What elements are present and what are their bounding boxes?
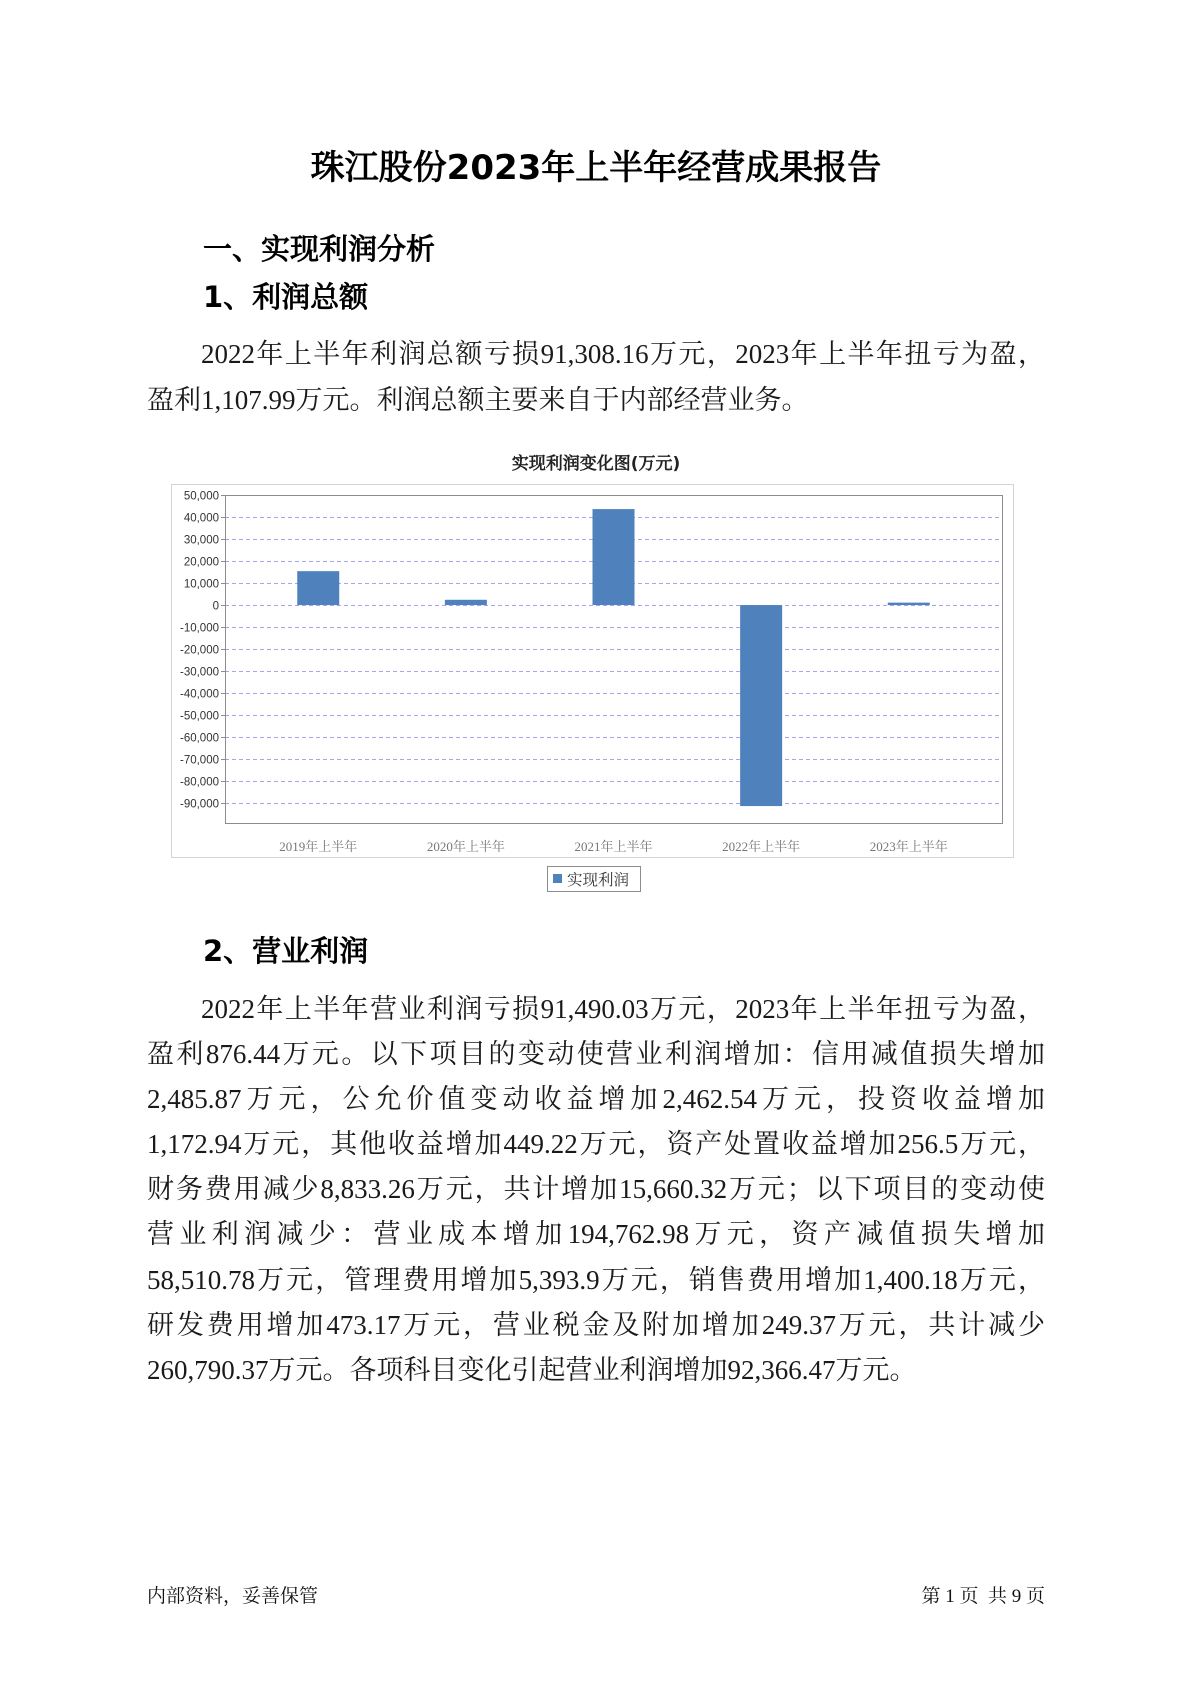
- y-tick-label: 40,000: [183, 512, 219, 525]
- bar-1: [297, 571, 339, 605]
- y-tick-label: 30,000: [183, 534, 219, 547]
- x-tick-label: 2023年上半年: [869, 839, 948, 854]
- subsection-heading-total-profit: 1、利润总额: [203, 280, 369, 314]
- subsection-heading-operating-profit: 2、营业利润: [203, 934, 369, 968]
- legend-label: 实现利润: [567, 872, 630, 889]
- total-profit-paragraph: [147, 331, 1045, 423]
- paragraph-line: 盈利876.44万元。以下项目的变动使营业利润增加：信用减值损失增加: [147, 1039, 1045, 1070]
- y-tick-label: -30,000: [179, 666, 219, 679]
- footer-confidential-note: 内部资料，妥善保管: [147, 1586, 319, 1607]
- paragraph-line: 财务费用减少8,833.26万元，共计增加15,660.32万元；以下项目的变动使: [147, 1174, 1045, 1205]
- x-tick-label: 2020年上半年: [426, 839, 505, 854]
- x-tick-label: 2019年上半年: [279, 839, 358, 854]
- profit-bar-chart: [160, 478, 1030, 898]
- paragraph-line: 1,172.94万元，其他收益增加449.22万元，资产处置收益增加256.5万元，: [147, 1129, 1045, 1160]
- operating-profit-paragraph: [147, 987, 1045, 1393]
- paragraph-line: 58,510.78万元，管理费用增加5,393.9万元，销售费用增加1,400.18万元，: [147, 1264, 1045, 1295]
- bar-4: [740, 605, 782, 806]
- x-tick-label: 2022年上半年: [722, 839, 801, 854]
- paragraph-line: 研发费用增加473.17万元，营业税金及附加增加249.37万元，共计减少: [147, 1309, 1045, 1340]
- legend-swatch: [553, 874, 562, 883]
- paragraph-line: 2022年上半年利润总额亏损91,308.16万元，2023年上半年扭亏为盈，: [201, 339, 1045, 369]
- y-tick-label: 20,000: [183, 556, 219, 569]
- section-heading-profit-analysis: 一、实现利润分析: [203, 232, 436, 266]
- y-tick-label: -70,000: [179, 754, 219, 767]
- bar-3: [593, 509, 635, 605]
- y-tick-label: 0: [212, 600, 219, 613]
- y-tick-label: -80,000: [179, 776, 219, 789]
- paragraph-line: 2022年上半年营业利润亏损91,490.03万元，2023年上半年扭亏为盈，: [201, 994, 1045, 1024]
- y-tick-label: 10,000: [183, 578, 219, 591]
- footer-page-number: 第 1 页 共 9 页: [921, 1586, 1045, 1607]
- page-title: 珠江股份2023年上半年经营成果报告: [310, 148, 882, 188]
- y-tick-label: -90,000: [179, 798, 219, 811]
- y-tick-label: -10,000: [179, 622, 219, 635]
- y-tick-label: -50,000: [179, 710, 219, 723]
- paragraph-line: 盈利1,107.99万元。利润总额主要来自于内部经营业务。: [147, 385, 809, 415]
- bar-2: [445, 600, 487, 605]
- paragraph-line: 营业利润减少：营业成本增加194,762.98万元，资产减值损失增加: [147, 1219, 1045, 1250]
- y-tick-label: -40,000: [179, 688, 219, 701]
- y-tick-label: -20,000: [179, 644, 219, 657]
- paragraph-line: 260,790.37万元。各项科目变化引起营业利润增加92,366.47万元。: [147, 1354, 917, 1385]
- chart-title: 实现利润变化图(万元): [511, 454, 681, 474]
- paragraph-line: 2,485.87万元，公允价值变动收益增加2,462.54万元，投资收益增加: [147, 1084, 1045, 1115]
- bar-5: [888, 603, 930, 605]
- y-tick-label: -60,000: [179, 732, 219, 745]
- x-tick-label: 2021年上半年: [574, 839, 653, 854]
- y-tick-label: 50,000: [183, 490, 219, 503]
- chart-layer: [172, 485, 1014, 892]
